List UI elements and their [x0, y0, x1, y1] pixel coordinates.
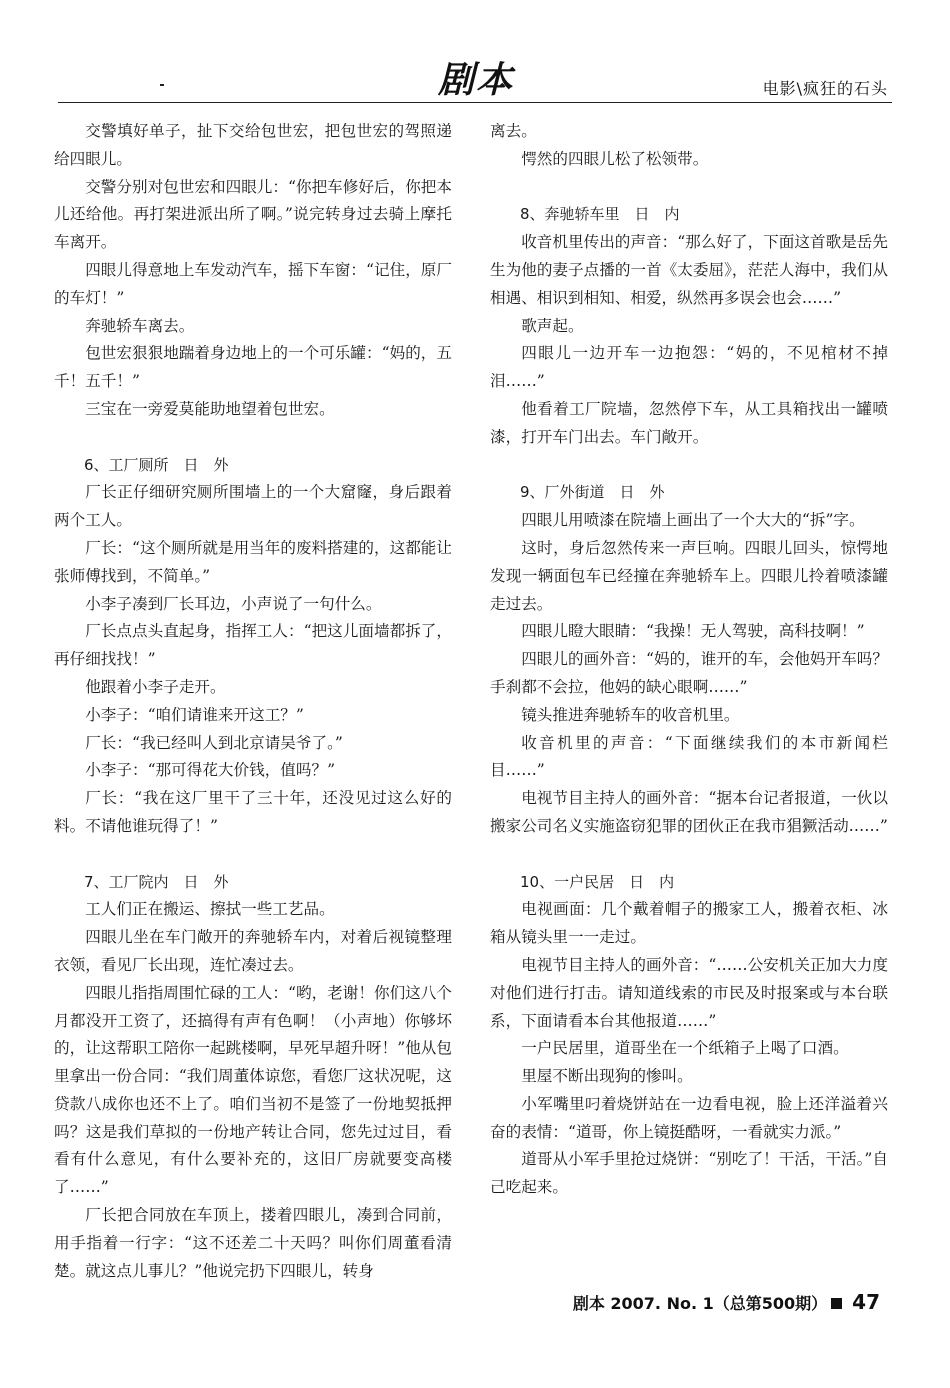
paragraph: 里屋不断出现狗的惨叫。: [521, 1067, 693, 1086]
paragraph: 四眼儿坐在车门敞开的奔驰轿车内，对着后视镜整理衣领，看见厂长出现，连忙凑过去。: [54, 928, 452, 974]
paragraph: 小李子：“咱们请谁来开这工？”: [85, 705, 304, 724]
paragraph: 厂长：“这个厕所就是用当年的废料搭建的，这都能让张师傅找到，不简单。”: [54, 538, 452, 585]
section-title: 电影\疯狂的石头: [762, 79, 888, 98]
magazine-logo: 剧本: [438, 59, 515, 101]
publication-info: 剧本 2007. No. 1（总第500期）: [572, 1294, 828, 1313]
paragraph: 交警分别对包世宏和四眼儿：“你把车修好后，你把本儿还给他。再打架进派出所了啊。”说完转身过去骑上摩托车离开。: [54, 177, 452, 252]
paragraph: 这时，身后忽然传来一声巨响。四眼儿回头，惊愕地发现一辆面包车已经撞在奔驰轿车上。四眼儿拎着喷漆罐走过去。: [490, 538, 888, 613]
paragraph: 一户民居里，道哥坐在一个纸箱子上喝了口酒。: [521, 1039, 849, 1058]
paragraph: 交警填好单子，扯下交给包世宏，把包世宏的驾照递给四眼儿。: [54, 122, 452, 168]
header-rule: [58, 102, 892, 103]
paragraph: 镜头推进奔驰轿车的收音机里。: [521, 705, 740, 724]
paragraph: 厂长把合同放在车顶上，搂着四眼儿，凑到合同前，用手指着一行字：“这不还差二十天吗？叫你们周董看清楚。就这点儿事儿？”他说完扔下四眼儿，转身: [54, 1206, 452, 1280]
paragraph: 歌声起。: [521, 316, 584, 335]
scene-heading: 8、奔驰轿车里 日 内: [520, 205, 680, 224]
paragraph: 收音机里传出的声音：“那么好了，下面这首歌是岳先生为他的妻子点播的一首《太委屈》，茫茫人海中，我们从相遇、相识到相知、相爱，纵然再多误会也会……”: [490, 233, 888, 307]
paragraph: 奔驰轿车离去。: [85, 316, 195, 335]
paragraph: 四眼儿一边开车一边抱怨：“妈的，不见棺材不掉泪……”: [490, 344, 888, 391]
paragraph: 愕然的四眼儿松了松领带。: [521, 149, 709, 168]
paragraph: 电视节目主持人的画外音：“据本台记者报道，一伙以搬家公司名义实施盗窃犯罪的团伙正在我市猖獗活动……”: [490, 789, 888, 835]
paragraph: 离去。: [490, 122, 537, 140]
paragraph: 小李子：“那可得花大价钱，值吗？”: [85, 761, 336, 780]
right-column: [490, 118, 888, 1202]
paragraph: 小军嘴里叼着烧饼站在一边看电视，脸上还洋溢着兴奋的表情：“道哥，你上镜挺酷呀，一看就实力派。”: [490, 1094, 888, 1141]
left-column: [54, 118, 452, 1285]
scene-heading: 10、一户民居 日 内: [520, 872, 675, 891]
paragraph: 厂长：“我在这厂里干了三十年，还没见过这么好的料。不请他谁玩得了！”: [54, 789, 452, 835]
scene-heading: 6、工厂厕所 日 外: [84, 455, 229, 474]
page-footer: [573, 1290, 880, 1314]
paragraph: 三宝在一旁爱莫能助地望着包世宏。: [85, 399, 335, 418]
paragraph: 他看着工厂院墙，忽然停下车，从工具箱找出一罐喷漆，打开车门出去。车门敞开。: [490, 399, 888, 446]
scene-heading: 9、厂外街道 日 外: [520, 483, 665, 502]
paragraph: 他跟着小李子走开。: [85, 677, 226, 696]
paragraph: 包世宏狠狠地踹着身边地上的一个可乐罐：“妈的，五千！五千！”: [54, 344, 452, 391]
paragraph: 厂长：“我已经叫人到北京请吴爷了。”: [85, 733, 343, 752]
speck-mark: [160, 84, 164, 86]
paragraph: 电视节目主持人的画外音：“……公安机关正加大力度对他们进行打击。请知道线索的市民及时报案或与本台联系，下面请看本台其他报道……”: [490, 955, 888, 1030]
paragraph: 四眼儿瞪大眼睛：“我操！无人驾驶，高科技啊！”: [521, 622, 865, 641]
paragraph: 厂长正仔细研究厕所围墙上的一个大窟窿，身后跟着两个工人。: [54, 483, 452, 530]
paragraph: 小李子凑到厂长耳边，小声说了一句什么。: [85, 594, 382, 613]
paragraph: 四眼儿用喷漆在院墙上画出了一个大大的“拆”字。: [521, 511, 865, 530]
scene-heading: 7、工厂院内 日 外: [84, 872, 229, 891]
paragraph: 工人们正在搬运、擦拭一些工艺品。: [85, 900, 335, 919]
paragraph: 收音机里的声音：“下面继续我们的本市新闻栏目……”: [490, 733, 888, 780]
paragraph: 四眼儿的画外音：“妈的，谁开的车，会他妈开车吗？手刹都不会拉，他妈的缺心眼啊……”: [490, 650, 888, 696]
square-mark-icon: [831, 1298, 842, 1309]
paragraph: 厂长点点头直起身，指挥工人：“把这儿面墙都拆了，再仔细找找！”: [54, 622, 452, 669]
paragraph: 电视画面：几个戴着帽子的搬家工人，搬着衣柜、冰箱从镜头里一一走过。: [490, 900, 888, 947]
paragraph: 四眼儿得意地上车发动汽车，摇下车窗：“记住，原厂的车灯！”: [54, 260, 452, 307]
paragraph: 四眼儿指指周围忙碌的工人：“哟，老谢！你们这八个月都没开工资了，还搞得有声有色啊！（小声地）你够坏的，让这帮职工陪你一起跳楼啊，早死早超升呀！”他从包里拿出一份合同：“我们周董体谅您，看您厂这状况呢，这贷款八成你也还不上了。咱们当初不是签了一份地契抵押吗？这是我们草拟的一份地产转让合同，您先过过目，看看有什么意见，有什么要补充的，这旧厂房就要变高楼了……”: [54, 983, 452, 1197]
paragraph: 道哥从小军手里抢过烧饼：“别吃了！干活，干活。”自己吃起来。: [490, 1150, 888, 1197]
page-number: 47: [852, 1290, 880, 1314]
